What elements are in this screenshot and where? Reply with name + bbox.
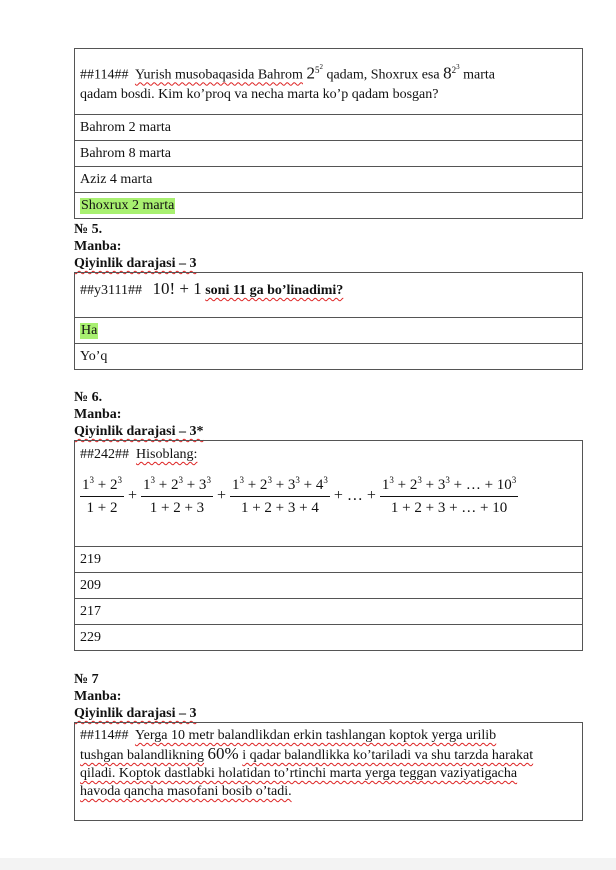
fraction-denominator: 1 + 2 + 3 + … + 10 xyxy=(390,500,508,516)
question-text-part: qadam, Shoxrux esa xyxy=(326,67,440,83)
answer-label: 219 xyxy=(80,551,101,567)
question-id: ##114## xyxy=(80,67,129,83)
source-label: Manba: xyxy=(74,239,122,254)
question-text-part: qiladi. Koptok dastlabki holatidan to’rtinchi marta yerga teggan vaziyatigacha xyxy=(80,766,518,781)
fraction-1: $\frac{1^3 + 2^3}{1 + 2}$ xyxy=(82,475,122,516)
ellipsis-operator: + … + xyxy=(333,487,376,504)
fraction-4: $\frac{1^3 + 2^3 + 3^3 + \dots + 10^3}{1 + 2 + 3 + \dots + 10}$ xyxy=(381,475,517,516)
question-text-part: marta xyxy=(463,67,495,83)
percent-value: 60% xyxy=(207,744,239,763)
source-label: Manba: xyxy=(74,407,122,422)
answer-option[interactable] xyxy=(75,115,582,141)
question-table-7 xyxy=(74,722,583,821)
fraction-denominator: 1 + 2 xyxy=(86,500,118,516)
fraction-denominator: 1 + 2 + 3 + 4 xyxy=(240,500,319,516)
question-header-7 xyxy=(74,671,197,722)
power-exponent-2: 3 xyxy=(456,63,460,71)
answer-label: Yo’q xyxy=(80,348,108,364)
answer-label: 229 xyxy=(80,629,101,645)
math-expression: 10! + 1 xyxy=(152,279,202,298)
question-instruction: Hisoblang: xyxy=(136,447,198,462)
answer-label: 209 xyxy=(80,577,101,593)
question-text xyxy=(75,723,582,821)
question-text-part: qadam bosdi. Kim ko’proq va necha marta ko’p qadam bosgan? xyxy=(80,86,439,102)
sum-formula xyxy=(80,475,518,517)
answer-option[interactable] xyxy=(75,599,582,625)
answer-option[interactable] xyxy=(75,141,582,167)
answer-label: 217 xyxy=(80,603,101,619)
question-text xyxy=(75,273,582,318)
difficulty-label: Qiyinlik darajasi – 3 xyxy=(74,706,197,721)
question-table-6 xyxy=(74,440,583,651)
answer-option[interactable] xyxy=(75,547,582,573)
question-id: ##114## xyxy=(80,728,129,743)
page-bottom-gap xyxy=(0,858,616,870)
answer-option[interactable] xyxy=(75,344,582,370)
question-text-part: tushgan balandlikning xyxy=(80,748,205,763)
power-exponent: 5 xyxy=(314,65,320,75)
source-label: Manba: xyxy=(74,689,122,704)
power-base: 8 xyxy=(443,63,452,83)
answer-label-highlighted: Ha xyxy=(81,322,98,338)
fraction-2: $\frac{1^3 + 2^3 + 3^3}{1 + 2 + 3}$ xyxy=(143,475,211,516)
plus-operator: + xyxy=(127,487,137,504)
answer-option-correct[interactable] xyxy=(75,318,582,344)
question-id: ##y3111## xyxy=(80,283,142,298)
question-table-5 xyxy=(74,272,583,370)
question-text xyxy=(75,441,582,547)
question-header-6 xyxy=(74,389,204,440)
question-number: № 6. xyxy=(74,390,103,405)
question-number: № 7 xyxy=(74,672,99,687)
question-text-part: havoda qancha masofani bosib o’tadi. xyxy=(80,784,292,799)
power-base: 2 xyxy=(306,63,315,83)
answer-label-highlighted: Shoxrux 2 marta xyxy=(81,197,175,213)
answer-label: Bahrom 2 marta xyxy=(80,119,171,135)
answer-option[interactable] xyxy=(75,167,582,193)
answer-label: Bahrom 8 marta xyxy=(80,145,171,161)
question-id: ##242## xyxy=(80,447,129,462)
question-text-part: Yurish musobaqasida Bahrom xyxy=(134,67,303,83)
fraction-3: $\frac{1^3 + 2^3 + 3^3 + 4^3}{1 + 2 + 3 + 4}$ xyxy=(231,475,328,516)
answer-option-correct[interactable] xyxy=(75,193,582,219)
question-text-part: i qadar balandlikka ko’tariladi va shu tarzda harakat xyxy=(242,748,534,763)
answer-option[interactable] xyxy=(75,573,582,599)
question-text-part: Yerga 10 metr balandlikdan erkin tashlangan koptok yerga urilib xyxy=(134,728,497,743)
plus-operator: + xyxy=(216,487,226,504)
question-header-5 xyxy=(74,221,197,272)
question-table-114a xyxy=(74,48,583,219)
answer-label: Aziz 4 marta xyxy=(80,171,153,187)
answer-option[interactable] xyxy=(75,625,582,651)
difficulty-label: Qiyinlik darajasi – 3 xyxy=(74,256,197,271)
power-exponent-2: 2 xyxy=(319,63,323,71)
question-text xyxy=(75,49,582,115)
question-text-part: soni 11 ga bo’linadimi? xyxy=(205,283,344,298)
power-exponent: 2 xyxy=(451,65,457,75)
difficulty-label: Qiyinlik darajasi – 3* xyxy=(74,424,204,439)
question-number: № 5. xyxy=(74,222,103,237)
fraction-denominator: 1 + 2 + 3 xyxy=(149,500,205,516)
